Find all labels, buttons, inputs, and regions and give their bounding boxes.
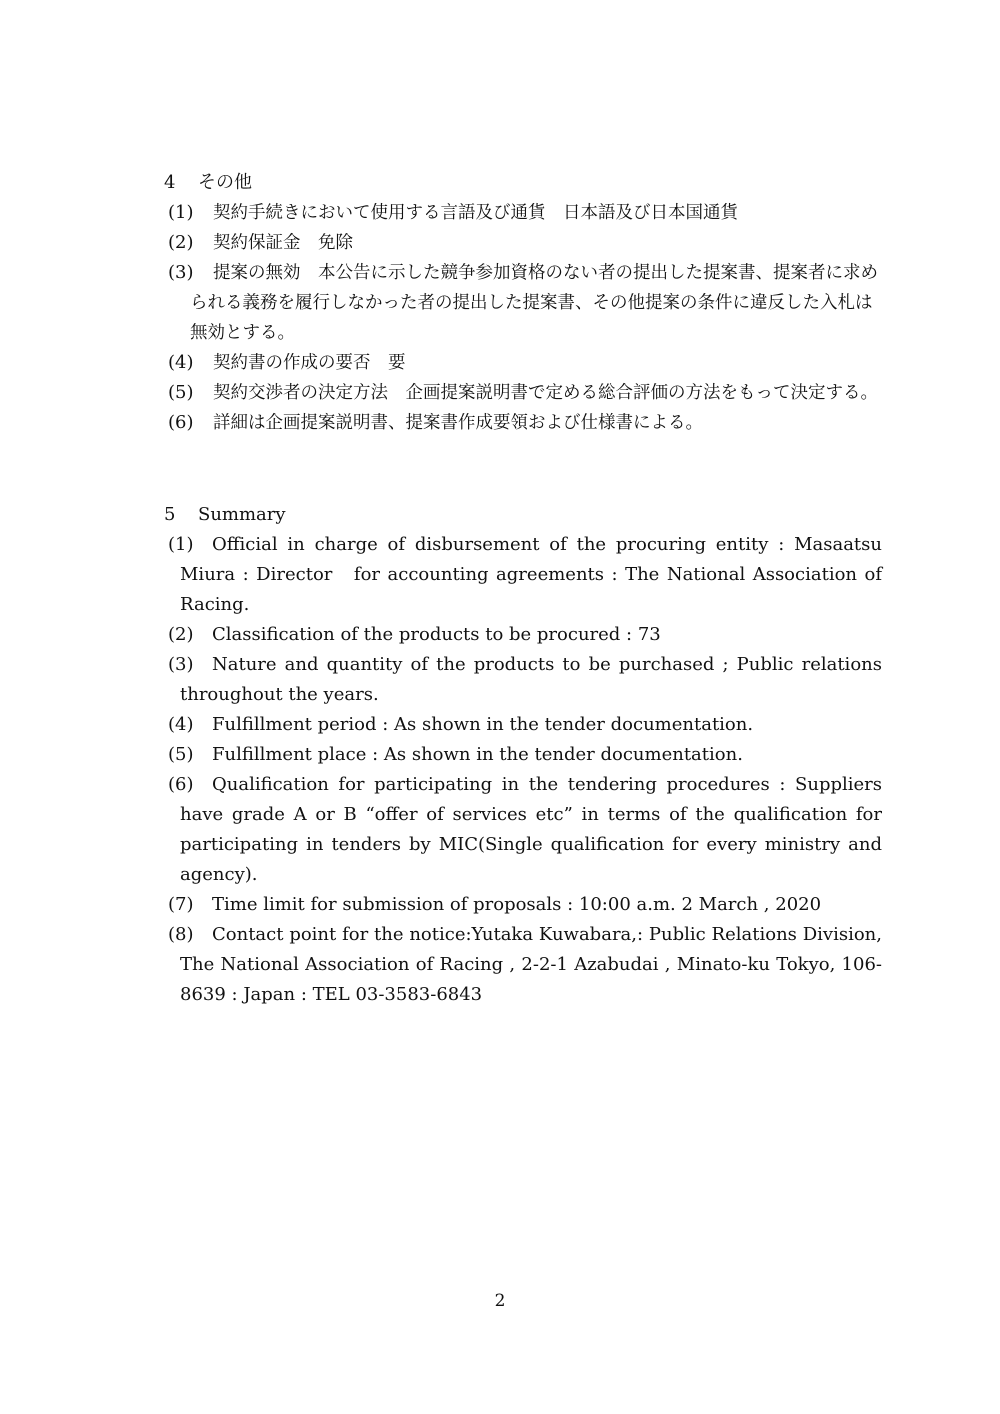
item-text: Fulfillment period : As shown in the tender documentation. <box>212 714 754 735</box>
list-item <box>168 650 882 710</box>
item-text: Fulfillment place : As shown in the tender documentation. <box>212 744 743 765</box>
item-marker: (4) <box>168 352 194 373</box>
list-item <box>168 348 882 378</box>
section-summary <box>0 500 1000 1010</box>
item-marker: (2) <box>168 232 194 253</box>
item-text: 契約交渉者の決定方法 企画提案説明書で定める総合評価の方法をもって決定する。 <box>213 383 878 403</box>
page-number: 2 <box>494 1291 506 1311</box>
item-text: Official in charge of disbursement of the procuring entity : Masaatsu Miura : Director for accounting agreements : The National Association of Racing. <box>180 534 882 615</box>
section-heading <box>164 500 1000 530</box>
section-number: 4 <box>164 172 176 193</box>
list-item <box>168 408 882 438</box>
item-marker: (4) <box>168 714 194 735</box>
section-number: 5 <box>164 504 176 525</box>
item-text: Nature and quantity of the products to be purchased ; Public relations throughout the years. <box>180 654 882 705</box>
item-text: 契約書の作成の要否 要 <box>213 353 406 373</box>
section-title: その他 <box>198 172 252 193</box>
item-marker: (6) <box>168 774 194 795</box>
item-marker: (8) <box>168 924 194 945</box>
list-item <box>168 920 882 1010</box>
list-item <box>168 530 882 620</box>
list-item <box>168 198 882 228</box>
list-item <box>168 258 882 348</box>
item-text: Time limit for submission of proposals : 10:00 a.m. 2 March , 2020 <box>212 894 822 915</box>
item-marker: (3) <box>168 654 194 675</box>
item-text: 詳細は企画提案説明書、提案書作成要領および仕様書による。 <box>213 413 703 433</box>
item-marker: (6) <box>168 412 194 433</box>
item-marker: (1) <box>168 534 194 555</box>
item-marker: (1) <box>168 202 194 223</box>
item-marker: (5) <box>168 744 194 765</box>
item-marker: (2) <box>168 624 194 645</box>
item-marker: (5) <box>168 382 194 403</box>
item-text: Contact point for the notice:Yutaka Kuwabara,: Public Relations Division, The National Association of Racing , 2-2-1 Azabudai , Minato-ku Tokyo, 106-8639 : Japan : TEL 03-3583-6843 <box>180 924 882 1005</box>
section-title: Summary <box>198 504 286 525</box>
item-text: Qualification for participating in the tendering procedures : Suppliers have grade A or B “offer of services etc” in terms of the qualification for participating in tenders by MIC(Single qualification for every ministry and agency). <box>180 774 882 885</box>
item-marker: (7) <box>168 894 194 915</box>
list-item <box>168 740 882 770</box>
section-heading <box>164 168 1000 198</box>
item-marker: (3) <box>168 262 194 283</box>
item-text: 契約手続きにおいて使用する言語及び通貨 日本語及び日本国通貨 <box>213 203 738 223</box>
item-text: Classification of the products to be procured : 73 <box>212 624 661 645</box>
item-text: 契約保証金 免除 <box>213 233 353 253</box>
list-item <box>168 378 882 408</box>
list-item <box>168 710 882 740</box>
section-other <box>0 168 1000 438</box>
list-item <box>168 620 882 650</box>
list-item <box>168 228 882 258</box>
list-item <box>168 890 882 920</box>
list-item <box>168 770 882 890</box>
item-text: 提案の無効 本公告に示した競争参加資格のない者の提出した提案書、提案者に求められる義務を履行しなかった者の提出した提案書、その他提案の条件に違反した入札は無効とする。 <box>190 263 878 343</box>
